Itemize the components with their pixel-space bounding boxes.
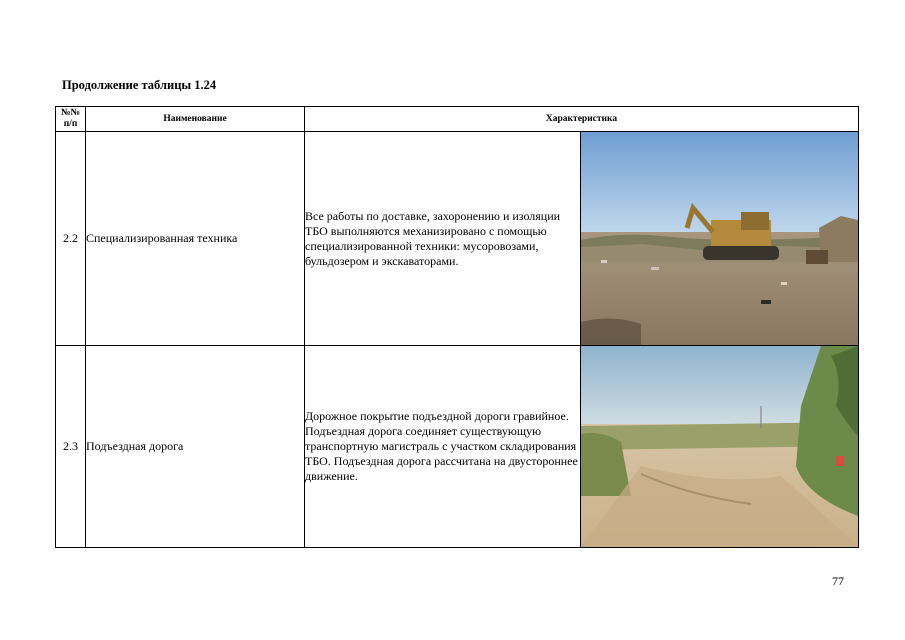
landfill-machinery-photo [581,132,858,345]
table-row [56,132,859,346]
page-number: 77 [832,574,844,588]
row-number: 2.2 [56,132,86,346]
header-num: №№ п/п [56,107,86,132]
photo-road [581,346,859,548]
row-name: Подъездная дорога [86,346,305,548]
table-caption: Продолжение таблицы 1.24 [62,78,217,92]
photo-machinery [581,132,859,346]
row-description: Дорожное покрытие подъездной дороги гравийное. Подъездная дорога соединяет существующую транспортную магистраль с участком складирования ТБО. Подъездная дорога рассчитана на двустороннее движение. [305,346,581,548]
table-header-row [56,107,859,132]
header-name: Наименование [86,107,305,132]
row-name: Специализированная техника [86,132,305,346]
data-table [55,106,859,548]
access-road-photo [581,346,858,547]
row-description: Все работы по доставке, захоронению и изоляции ТБО выполняются механизировано с помощью специализированной техники: мусоровозами, бульдозером и экскаваторами. [305,132,581,346]
row-number: 2.3 [56,346,86,548]
table-row [56,346,859,548]
header-characteristic: Характеристика [305,107,859,132]
